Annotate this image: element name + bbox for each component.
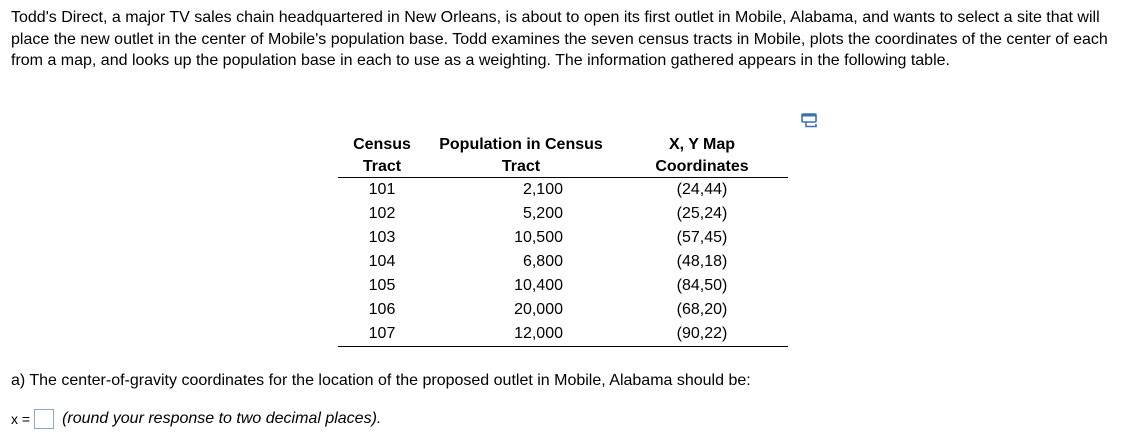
table-row bbox=[338, 322, 788, 347]
question-a-text: a) The center-of-gravity coordinates for the location of the proposed outlet in Mobile, Alabama should be: bbox=[11, 372, 751, 389]
census-data-table bbox=[338, 134, 788, 347]
header-coordinates bbox=[616, 134, 788, 178]
tract-cell: 104 bbox=[368, 253, 396, 270]
coordinates-cell: (57,45) bbox=[676, 229, 728, 246]
header-census-tract-line1: Census bbox=[353, 136, 411, 153]
coordinates-cell: (48,18) bbox=[676, 253, 728, 270]
tract-cell: 107 bbox=[368, 325, 396, 342]
header-population-line1: Population in Census bbox=[439, 136, 603, 153]
population-cell: 10,500 bbox=[514, 229, 563, 246]
tract-cell: 103 bbox=[368, 229, 396, 246]
table-row bbox=[338, 202, 788, 226]
population-cell: 12,000 bbox=[514, 325, 563, 342]
table-header-row bbox=[338, 134, 788, 178]
population-cell: 20,000 bbox=[514, 301, 563, 318]
copy-icon[interactable] bbox=[801, 113, 818, 128]
answer-row bbox=[11, 409, 381, 429]
header-population bbox=[426, 134, 616, 178]
tract-cell: 102 bbox=[368, 205, 396, 222]
tract-cell: 101 bbox=[368, 181, 396, 198]
table-row bbox=[338, 298, 788, 322]
problem-intro-text: Todd's Direct, a major TV sales chain headquartered in New Orleans, is about to open its first outlet in Mobile, Alabama, and wants to select a site that will place the new outlet in the center of Mobile's population base. Todd examines the seven census tracts in Mobile, plots the coordinates of the center of each from a map, and looks up the population base in each to use as a weighting. The information gathered appears in the following table. bbox=[11, 9, 1108, 69]
header-coordinates-line1: X, Y Map bbox=[668, 136, 736, 153]
coordinates-cell: (68,20) bbox=[676, 301, 728, 318]
population-cell: 2,100 bbox=[522, 181, 563, 198]
header-census-tract-line2: Tract bbox=[362, 157, 402, 175]
table-row bbox=[338, 250, 788, 274]
header-population-line2: Tract bbox=[501, 157, 541, 175]
x-answer-label: x = bbox=[11, 411, 31, 427]
population-cell: 10,400 bbox=[514, 277, 563, 294]
rounding-hint: (round your response to two decimal places). bbox=[62, 410, 382, 427]
table-row bbox=[338, 226, 788, 250]
coordinates-cell: (24,44) bbox=[676, 181, 728, 198]
coordinates-cell: (90,22) bbox=[676, 325, 728, 342]
header-coordinates-line2: Coordinates bbox=[655, 157, 749, 175]
table-row bbox=[338, 178, 788, 203]
x-answer-input[interactable] bbox=[34, 409, 54, 429]
population-cell: 5,200 bbox=[522, 205, 563, 222]
coordinates-cell: (25,24) bbox=[676, 205, 728, 222]
tract-cell: 106 bbox=[368, 301, 396, 318]
tract-cell: 105 bbox=[368, 277, 396, 294]
coordinates-cell: (84,50) bbox=[676, 277, 728, 294]
table-row bbox=[338, 274, 788, 298]
population-cell: 6,800 bbox=[522, 253, 563, 270]
header-census-tract bbox=[338, 134, 426, 178]
